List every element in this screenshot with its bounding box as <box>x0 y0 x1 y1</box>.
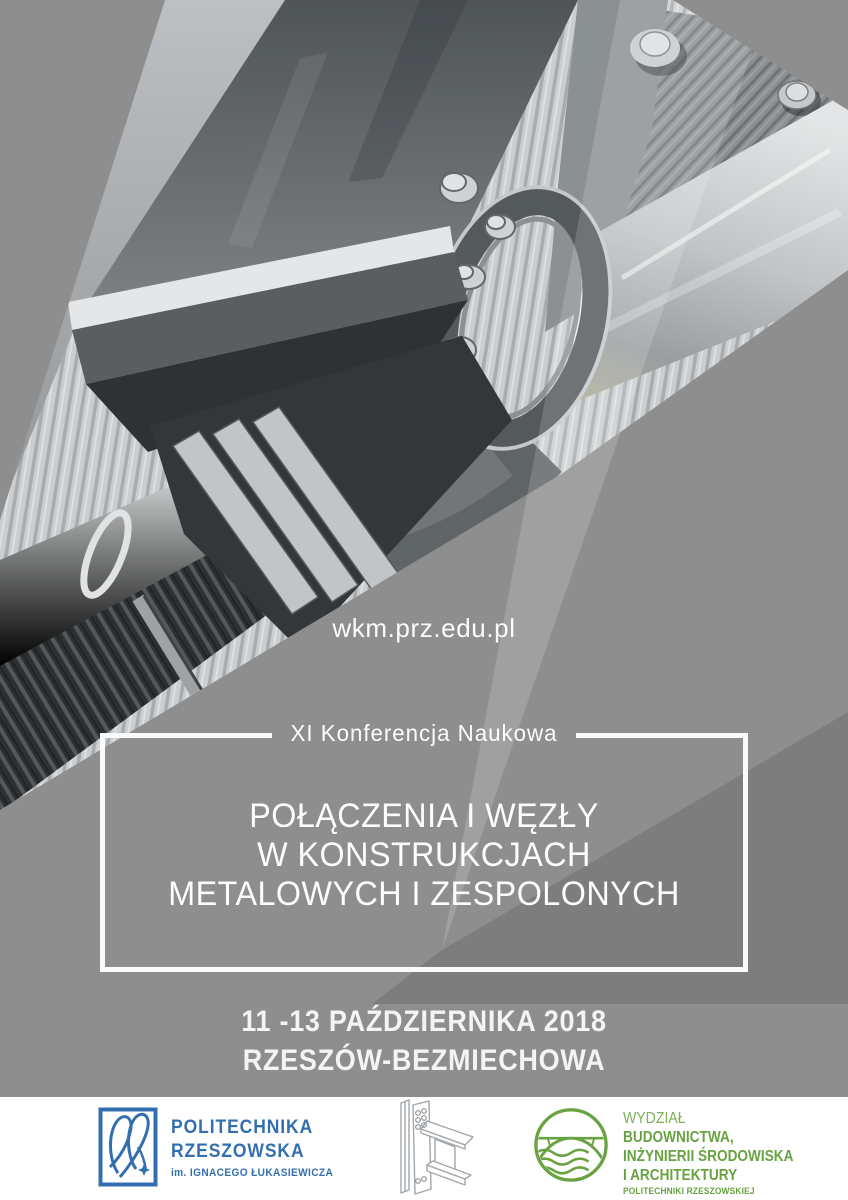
logo-footer <box>0 1097 848 1200</box>
politechnika-text <box>171 1116 333 1179</box>
maltese-cross-icon <box>138 1164 150 1176</box>
conference-date: 11 -13 PAŹDZIERNIKA 2018 <box>241 1005 607 1038</box>
conference-location: RZESZÓW-BEZMIECHOWA <box>242 1044 606 1077</box>
politechnika-logo <box>98 1107 347 1187</box>
faculty-line-3: INŻYNIERII ŚRODOWISKA <box>623 1148 794 1165</box>
bridge-circle-icon <box>532 1106 610 1184</box>
title-line-3: METALOWYCH I ZESPOLONYCH <box>168 875 680 913</box>
conference-series-label: XI Konferencja Naukowa <box>290 720 558 746</box>
website-url: wkm.prz.edu.pl <box>332 613 516 643</box>
faculty-logo <box>532 1106 817 1199</box>
steel-joint-drawing-icon <box>381 1097 481 1197</box>
politechnika-subtitle: im. IGNACEGO ŁUKASIEWICZA <box>171 1166 334 1179</box>
conference-title <box>21 797 827 914</box>
faculty-line-5: POLITECHNIKI RZESZOWSKIEJ <box>623 1186 755 1197</box>
date-location <box>42 1002 805 1080</box>
steel-joint-logo <box>381 1097 481 1200</box>
title-line-1: POŁĄCZENIA I WĘZŁY <box>249 797 599 835</box>
politechnika-name-2: RZESZOWSKA <box>171 1140 305 1162</box>
faculty-line-1: WYDZIAŁ <box>623 1110 686 1127</box>
faculty-text <box>623 1109 794 1199</box>
title-line-2: W KONSTRUKCJACH <box>257 836 591 874</box>
faculty-line-4: I ARCHITEKTURY <box>623 1167 738 1184</box>
politechnika-name-1: POLITECHNIKA <box>171 1116 314 1138</box>
pr-monogram-icon <box>98 1107 158 1187</box>
faculty-line-2: BUDOWNICTWA, <box>623 1129 734 1146</box>
